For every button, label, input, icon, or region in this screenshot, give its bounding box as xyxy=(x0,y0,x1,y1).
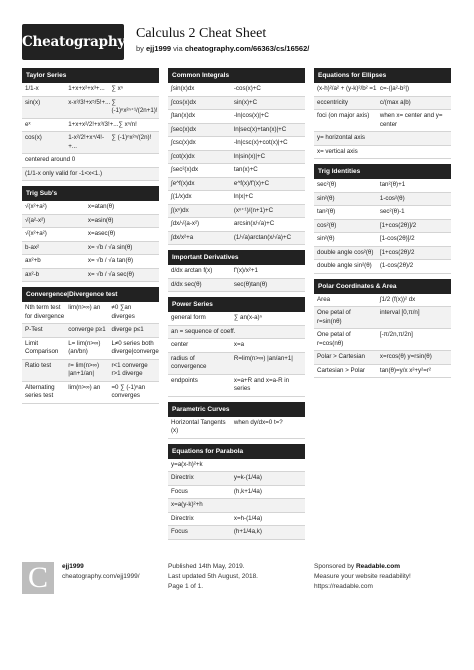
author-link[interactable]: ejj1999 xyxy=(146,44,172,53)
table-cell: ∫csc(x)dx xyxy=(171,139,196,146)
table-cell: sin²(θ) xyxy=(317,194,335,202)
page-title: Calculus 2 Cheat Sheet xyxy=(136,26,267,41)
table-cell: ∑ xⁿ xyxy=(111,85,123,92)
table-cell: tan²(θ) xyxy=(317,208,336,215)
derivative-rows xyxy=(168,265,305,292)
taylor-series-section xyxy=(22,68,159,181)
table-row xyxy=(22,360,159,382)
table-cell: Directrix xyxy=(171,474,194,481)
table-cell: cos²(θ) xyxy=(317,221,337,229)
table-cell: (x-h)²/a² + (y-k)²/b² =1 xyxy=(317,85,377,92)
table-cell: ax²+b xyxy=(25,257,41,264)
table-row xyxy=(168,191,305,205)
table-row xyxy=(22,132,159,154)
table-cell: (1/√a)arctan(x/√a)+C xyxy=(233,233,292,241)
table-row xyxy=(168,232,305,246)
table-cell: [1+cos(2θ)]/2 xyxy=(379,221,417,229)
section-title: Parametric Curves xyxy=(168,402,305,417)
table-row xyxy=(168,326,305,340)
table-row xyxy=(168,526,305,540)
table-cell: ∑ (-1)ⁿx²ⁿ⁺¹/(2n+1)! xyxy=(111,98,158,114)
table-cell: arcsin(x/√a)+C xyxy=(233,220,275,227)
table-row xyxy=(168,164,305,178)
table-cell: P-Test xyxy=(25,326,43,333)
table-cell: x= vertical axis xyxy=(317,147,358,155)
table-row xyxy=(168,110,305,124)
title-block xyxy=(136,26,446,53)
table-cell: tan(θ)=y/x x²+y²=r² xyxy=(379,366,431,374)
table-cell: ≠0 ∑an diverges xyxy=(111,304,135,320)
power-series-section xyxy=(168,297,305,397)
table-cell: L≠0 series both diverge|converge xyxy=(111,339,159,355)
table-cell: Limit Comparison xyxy=(25,339,59,355)
table-cell: lim(n>∞) an xyxy=(68,304,101,311)
table-row xyxy=(22,242,159,256)
table-cell: x=a xyxy=(233,341,245,348)
table-cell: R=lim(n>∞) |an/an+1| xyxy=(233,354,293,362)
author-avatar: C xyxy=(22,562,54,594)
table-row xyxy=(314,97,451,111)
table-row xyxy=(314,233,451,247)
note-text: centered around 0 xyxy=(25,156,76,163)
table-cell: Cartesian > Polar xyxy=(317,366,365,374)
table-cell: tan(x)+C xyxy=(233,166,258,173)
table-cell: y= horizontal axis xyxy=(317,134,365,141)
table-cell: Focus xyxy=(171,528,188,535)
table-cell: b-ax² xyxy=(25,243,40,251)
table-cell: ∑ an(x-a)ⁿ xyxy=(233,314,262,321)
derivatives-section xyxy=(168,250,305,292)
table-row xyxy=(168,499,305,513)
sponsor-tagline: Measure your website readability! xyxy=(314,573,411,580)
table-row xyxy=(22,97,159,119)
table-cell: center xyxy=(171,341,189,348)
table-cell: x= √b / √a tan(θ) xyxy=(87,257,134,264)
table-cell: ∫dx/x²+a xyxy=(171,233,194,241)
table-cell: sin(x)+C xyxy=(233,98,258,106)
table-row xyxy=(22,215,159,229)
table-cell: e^f(x)/f'(x)+C xyxy=(233,179,270,187)
table-row xyxy=(314,307,451,329)
table-cell: ax²-b xyxy=(25,270,40,278)
table-row xyxy=(168,375,305,397)
table-cell: radius of convergence xyxy=(171,354,207,370)
table-cell: [1-cos(2θ)]/2 xyxy=(379,235,415,242)
published-date: Published 14th May, 2019. xyxy=(168,563,245,570)
table-cell: x=a(y-k)²+h xyxy=(171,501,203,508)
table-cell: 1/1-x xyxy=(25,85,39,92)
table-cell: y=a(x-h)²+k xyxy=(171,460,203,468)
table-row xyxy=(314,294,451,308)
table-cell: ∫e^f(x)dx xyxy=(171,179,195,187)
integral-rows xyxy=(168,83,305,245)
table-cell: x= √b / √a sin(θ) xyxy=(87,243,133,251)
table-cell: √(a²-x²) xyxy=(25,216,46,224)
section-title: Power Series xyxy=(168,297,305,312)
table-cell: d/dx arctan f(x) xyxy=(171,267,213,274)
table-cell: y=k-(1/4a) xyxy=(233,474,262,481)
table-row xyxy=(314,220,451,234)
table-cell: 1+x+x²+x³+... xyxy=(68,85,105,92)
table-cell: eˣ xyxy=(25,120,31,128)
table-cell: 1-x²/2!+x⁴/4!-+... xyxy=(68,134,105,150)
convergence-section xyxy=(22,287,159,404)
table-cell: -cos(x)+C xyxy=(233,85,261,92)
table-cell: r= lim(n>∞) |an+1/an| xyxy=(68,361,100,377)
footer xyxy=(22,560,452,610)
updated-date: Last updated 5th August, 2018. xyxy=(168,573,258,580)
taylor-rows xyxy=(22,83,159,154)
section-title: Trig Sub's xyxy=(22,186,159,201)
footer-author-name[interactable]: ejj1999 xyxy=(62,563,84,570)
parabola-section xyxy=(168,444,305,540)
table-cell: ∫1/2 (f(x))² dx xyxy=(379,295,416,303)
table-row xyxy=(168,339,305,353)
table-cell: c=-(|a²-b²|) xyxy=(379,85,410,92)
column-2 xyxy=(168,68,305,545)
cheatography-logo[interactable]: Cheatography xyxy=(22,24,124,60)
table-row xyxy=(168,218,305,232)
table-cell: lim(n>∞) an xyxy=(68,383,101,391)
table-row xyxy=(22,228,159,242)
table-cell: =0 ∑ (-1)ⁿan converges xyxy=(111,383,146,399)
table-row xyxy=(168,205,305,219)
via-label: via xyxy=(173,44,183,53)
table-cell: Ratio test xyxy=(25,361,52,369)
section-title: Taylor Series xyxy=(22,68,159,83)
table-cell: x=a+R and x=a-R in series xyxy=(233,376,290,392)
byline-prefix: by xyxy=(136,44,144,53)
table-cell: endpoints xyxy=(171,376,198,384)
table-cell: when x= center and y= center xyxy=(379,112,443,128)
section-title: Polar Coordinates & Area xyxy=(314,279,451,294)
column-3 xyxy=(314,68,451,383)
table-row xyxy=(168,97,305,111)
table-row xyxy=(168,124,305,138)
table-cell: √(x²+a²) xyxy=(25,230,47,237)
header xyxy=(22,24,452,60)
table-cell: ∫tan(x)dx xyxy=(171,112,196,119)
table-cell: 1+x+x²/2!+x³/3!+... xyxy=(68,120,119,128)
table-cell: (1-cos(2θ)/2 xyxy=(379,262,414,269)
table-cell: c/(max a|b) xyxy=(379,98,411,106)
table-row xyxy=(314,260,451,274)
table-cell: Polar > Cartesian xyxy=(317,353,365,360)
table-cell: ∫sec²(x)dx xyxy=(171,166,199,173)
table-cell: ln|x|+C xyxy=(233,193,254,200)
table-row xyxy=(22,324,159,338)
table-cell: (h+1/4a,k) xyxy=(233,528,262,535)
table-cell: x=asec(θ) xyxy=(87,230,116,237)
footer-dates xyxy=(168,562,258,592)
table-cell: One petal of r=cos(nθ) xyxy=(317,331,351,347)
power-rows xyxy=(168,312,305,397)
table-row xyxy=(314,110,451,132)
ellipses-section xyxy=(314,68,451,159)
parametric-rows xyxy=(168,417,305,439)
section-title: Important Derivatives xyxy=(168,250,305,265)
table-cell: sin(x) xyxy=(25,98,41,106)
table-row xyxy=(22,382,159,404)
table-cell: Horizontal Tangents (x) xyxy=(171,418,226,434)
convergence-rows xyxy=(22,302,159,404)
table-cell: x= √b / √a sec(θ) xyxy=(87,270,135,278)
table-row xyxy=(168,279,305,293)
table-cell: cos(x) xyxy=(25,134,42,141)
table-row xyxy=(168,312,305,326)
table-cell: Area xyxy=(317,295,331,303)
table-cell: x-x³/3!+x⁵/5!+... xyxy=(68,98,111,106)
byline xyxy=(136,44,446,53)
table-cell: tan²(θ)+1 xyxy=(379,181,406,188)
table-cell: converge p≥1 xyxy=(68,326,106,333)
table-row xyxy=(314,83,451,97)
table-cell: ln|sin(x)|+C xyxy=(233,152,266,160)
polar-section xyxy=(314,279,451,379)
table-cell: sec²(θ) xyxy=(317,181,337,188)
table-cell: sec²(θ)-1 xyxy=(379,208,405,215)
common-integrals-section xyxy=(168,68,305,245)
table-cell: L= lim(n>∞) (an/bn) xyxy=(68,339,101,355)
table-cell: r<1 converge r>1 diverge xyxy=(111,361,148,377)
table-cell: ∫(xⁿ)dx xyxy=(171,206,189,214)
table-row xyxy=(22,302,159,324)
sponsor-prefix: Sponsored by xyxy=(314,563,355,570)
table-cell: an = sequence of coeff. xyxy=(171,327,236,335)
table-row xyxy=(314,193,451,207)
table-cell: when dy/dx=0 t=? xyxy=(233,418,283,426)
sponsor-name[interactable]: Readable.com xyxy=(355,563,401,570)
section-title: Convergence|Divergence test xyxy=(22,287,159,302)
table-row xyxy=(168,417,305,439)
table-row xyxy=(22,338,159,360)
table-cell: (xⁿ⁺¹)/(n+1)+C xyxy=(233,206,274,214)
ellipse-rows xyxy=(314,83,451,159)
note-row xyxy=(22,154,159,168)
table-cell: Alternating series test xyxy=(25,383,55,399)
table-cell: ∫sec(x)dx xyxy=(171,125,197,133)
footer-sponsor xyxy=(314,562,411,592)
table-cell: x=rcos(θ) y=rsin(θ) xyxy=(379,353,432,360)
table-cell: foci (on major axis) xyxy=(317,112,370,119)
table-row xyxy=(22,255,159,269)
trig-subs-rows xyxy=(22,201,159,282)
table-cell: ln|sec(x)+tan(x)|+C xyxy=(233,125,287,133)
table-cell: interval [0,π/n] xyxy=(379,309,420,316)
column-1 xyxy=(22,68,159,409)
section-title: Equations for Ellipses xyxy=(314,68,451,83)
table-cell: ∑ xⁿ/n! xyxy=(118,120,137,128)
table-cell: diverge p≤1 xyxy=(111,326,144,333)
table-row xyxy=(314,329,451,351)
table-cell: general form xyxy=(171,314,206,321)
trig-subs-section xyxy=(22,186,159,282)
table-row xyxy=(168,137,305,151)
page-count: Page 1 of 1. xyxy=(168,583,204,590)
table-cell: -ln|csc(x)+cot(x)|+C xyxy=(233,139,288,146)
sheet-url[interactable]: cheatography.com/66363/cs/16562/ xyxy=(184,44,310,53)
section-title: Trig Identities xyxy=(314,164,451,179)
table-row xyxy=(22,269,159,283)
table-cell: (h,k+1/4a) xyxy=(233,487,262,495)
table-cell: Nth term test for divergence xyxy=(25,304,65,320)
table-cell: [-π/2n,π/2n] xyxy=(379,331,413,338)
table-cell: √(x²+a²) xyxy=(25,203,47,210)
identity-rows xyxy=(314,179,451,274)
note-row xyxy=(22,168,159,182)
table-cell: sec(θ)tan(θ) xyxy=(233,280,268,288)
table-cell: ∫(1/x)dx xyxy=(171,193,192,200)
table-cell: ∫cot(x)dx xyxy=(171,152,195,160)
table-row xyxy=(168,486,305,500)
table-row xyxy=(168,353,305,375)
section-title: Equations for Parabola xyxy=(168,444,305,459)
table-row xyxy=(22,83,159,97)
table-row xyxy=(314,206,451,220)
trig-identities-section xyxy=(314,164,451,274)
table-row xyxy=(22,201,159,215)
table-cell: sin²(θ) xyxy=(317,235,335,242)
table-cell: double angle cos²(θ) xyxy=(317,248,374,256)
table-cell: ∑ (-1)ⁿx²ⁿ/(2n)! xyxy=(111,134,152,141)
table-cell: -ln|cos(x)|+C xyxy=(233,112,269,119)
table-cell: x=asin(θ) xyxy=(87,216,114,224)
table-row xyxy=(168,265,305,279)
footer-author xyxy=(62,562,140,582)
table-row xyxy=(22,119,159,133)
table-row xyxy=(168,178,305,192)
table-cell: ∫sin(x)dx xyxy=(171,85,195,92)
sponsor-url[interactable]: https://readable.com xyxy=(314,583,373,590)
parametric-section xyxy=(168,402,305,439)
table-row xyxy=(314,365,451,379)
table-row xyxy=(168,513,305,527)
footer-author-url[interactable]: cheatography.com/ejj1999/ xyxy=(62,573,140,580)
table-cell: [1+cos(2θ)/2 xyxy=(379,248,415,256)
table-cell: f'(x)/x²+1 xyxy=(233,267,258,274)
table-cell: ∫cos(x)dx xyxy=(171,98,197,106)
table-cell: One petal of r=sin(nθ) xyxy=(317,309,351,325)
table-cell: eccentricity xyxy=(317,98,348,106)
table-cell: x=h-(1/4a) xyxy=(233,514,263,522)
table-cell: d/dx sec(θ) xyxy=(171,280,202,288)
table-row xyxy=(168,472,305,486)
table-cell: double angle sin²(θ) xyxy=(317,262,372,269)
table-row xyxy=(314,351,451,365)
table-cell: 1-cos²(θ) xyxy=(379,194,405,202)
table-row xyxy=(314,179,451,193)
polar-rows xyxy=(314,294,451,379)
table-cell: ∫dx/√(a-x²) xyxy=(171,220,200,227)
table-row xyxy=(168,459,305,473)
table-row xyxy=(314,146,451,160)
table-row xyxy=(168,151,305,165)
section-title: Common Integrals xyxy=(168,68,305,83)
table-cell: Focus xyxy=(171,487,188,495)
table-cell: x=atan(θ) xyxy=(87,203,115,210)
parabola-rows xyxy=(168,459,305,540)
table-row xyxy=(314,132,451,146)
table-cell: Directrix xyxy=(171,514,194,522)
table-row xyxy=(314,247,451,261)
note-text: (1/1-x only valid for -1<x<1.) xyxy=(25,169,103,177)
table-row xyxy=(168,83,305,97)
